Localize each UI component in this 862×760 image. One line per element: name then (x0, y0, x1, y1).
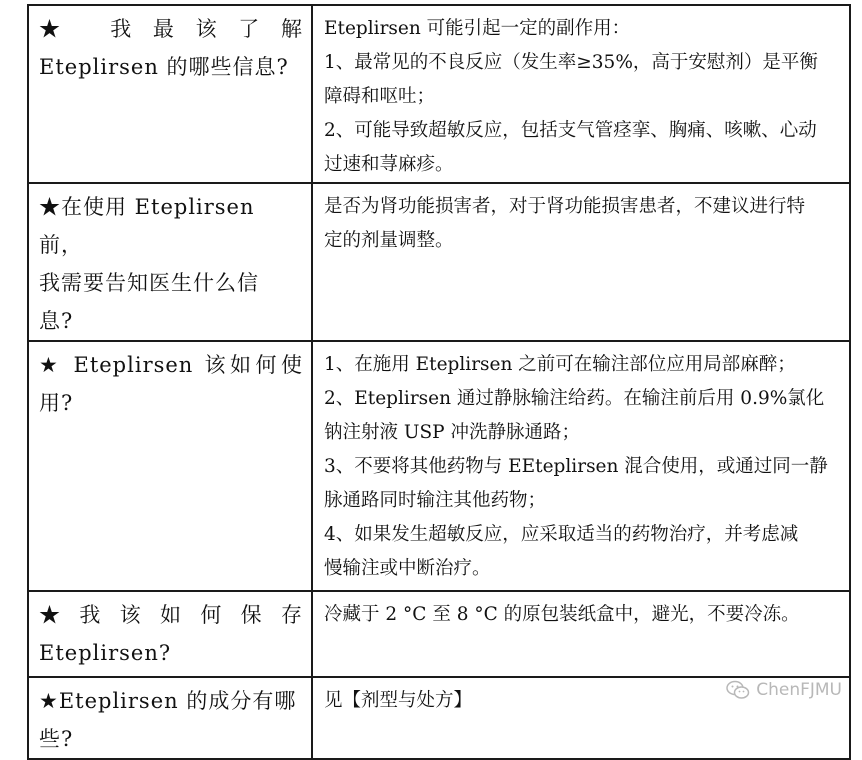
table-row (28, 5, 850, 183)
watermark-text: ChenFJMU (756, 680, 842, 700)
answer-line: 4、如果发生超敏反应，应采取适当的药物治疗，并考虑减 (324, 524, 799, 545)
faq-table (27, 4, 851, 760)
question-cell (28, 677, 312, 759)
answer-line: 是否为肾功能损害者，对于肾功能损害患者，不建议进行特 (324, 196, 806, 217)
answer-line: 脉通路同时输注其他药物； (324, 490, 547, 511)
watermark (726, 680, 842, 700)
question-line: 息? (39, 309, 74, 333)
answer-cell (312, 591, 850, 677)
table-row (28, 341, 850, 591)
question-line: ★ Eteplirsen 该如何使 (39, 353, 303, 377)
question-line: ★Eteplirsen 的成分有哪 (39, 689, 297, 713)
answer-cell (312, 183, 850, 341)
answer-cell (312, 341, 850, 591)
question-line: 用? (39, 391, 74, 415)
question-line: ★ 我 最 该 了 解 (39, 17, 303, 41)
answer-line: Eteplirsen 可能引起一定的副作用： (324, 18, 631, 39)
answer-line: 2、Eteplirsen 通过静脉输注给药。在输注前后用 0.9%氯化 (324, 388, 825, 409)
answer-line: 2、可能导致超敏反应，包括支气管痉挛、胸痛、咳嗽、心动 (324, 120, 817, 141)
question-line: 些? (39, 727, 74, 751)
answer-line: 1、最常见的不良反应（发生率≥35%，高于安慰剂）是平衡 (324, 52, 818, 73)
question-line: 我需要告知医生什么信 (39, 271, 259, 295)
question-cell (28, 591, 312, 677)
question-line: Eteplirsen? (39, 641, 172, 665)
answer-line: 障碍和呕吐； (324, 86, 436, 107)
question-line: ★ 我 该 如 何 保 存 (39, 603, 303, 627)
answer-line: 1、在施用 Eteplirsen 之前可在输注部位应用局部麻醉； (324, 354, 796, 375)
question-line: Eteplirsen 的哪些信息? (39, 55, 289, 79)
question-cell (28, 341, 312, 591)
wechat-icon (726, 680, 750, 700)
answer-line: 定的剂量调整。 (324, 230, 454, 251)
answer-line: 过速和荨麻疹。 (324, 154, 454, 175)
answer-line: 慢输注或中断治疗。 (324, 558, 491, 579)
answer-cell (312, 5, 850, 183)
question-line: ★在使用 Eteplirsen 前， (39, 195, 255, 257)
table-row (28, 591, 850, 677)
answer-line: 见【剂型与处方】 (324, 690, 473, 711)
question-cell (28, 183, 312, 341)
table-row (28, 183, 850, 341)
question-cell (28, 5, 312, 183)
answer-line: 3、不要将其他药物与 EEteplirsen 混合使用，或通过同一静 (324, 456, 828, 477)
answer-line: 冷藏于 2 °C 至 8 °C 的原包装纸盒中，避光，不要冷冻。 (324, 604, 800, 625)
answer-line: 钠注射液 USP 冲洗静脉通路； (324, 422, 580, 443)
